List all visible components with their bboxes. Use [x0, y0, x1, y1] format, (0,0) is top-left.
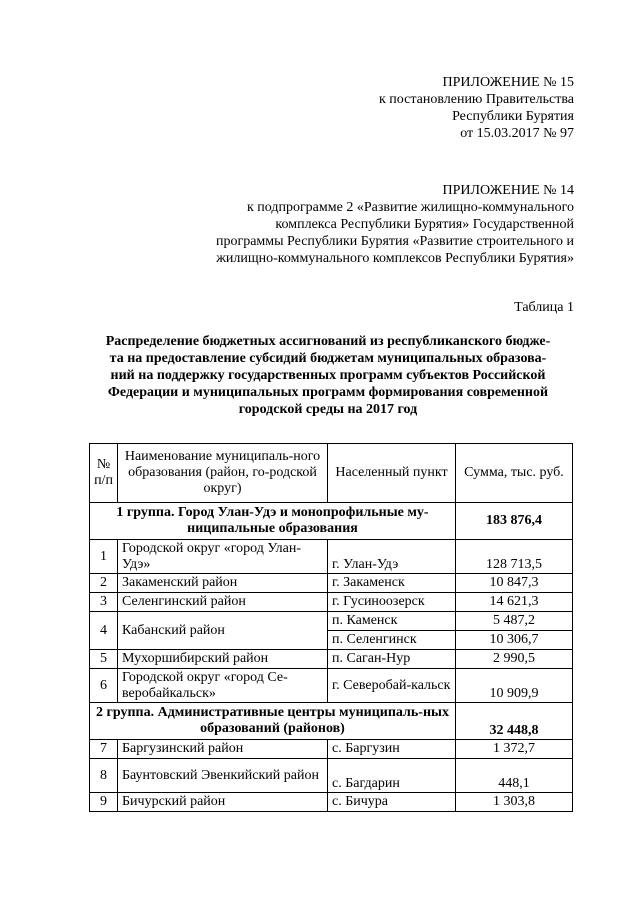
row-num: 7: [90, 740, 118, 759]
appendix-14-title: ПРИЛОЖЕНИЕ № 14: [442, 183, 574, 198]
appendix-15-title: ПРИЛОЖЕНИЕ № 15: [442, 75, 574, 90]
row-num: 9: [90, 793, 118, 812]
subsidies-table: [89, 443, 573, 812]
row-sum: 10 909,9: [456, 669, 573, 703]
header-name: Наименование муниципаль-ного образования (район, го-родской округ): [118, 444, 328, 503]
row-name: Городской округ «город Улан-Удэ»: [118, 540, 328, 574]
row-num: 8: [90, 759, 118, 793]
row-place: п. Каменск: [328, 612, 456, 631]
appendix-15-line: от 15.03.2017 № 97: [460, 126, 574, 141]
row-name: Баунтовский Эвенкийский район: [118, 759, 328, 793]
row-sum: 2 990,5: [456, 650, 573, 669]
table-row: [90, 574, 573, 593]
group-label: 1 группа. Город Улан-Удэ и монопрофильные му-ниципальные образования: [90, 503, 456, 540]
group-sum: 183 876,4: [456, 503, 573, 540]
row-num: 4: [90, 612, 118, 650]
row-place: с. Бичура: [328, 793, 456, 812]
row-name: Городской округ «город Се-веробайкальск»: [118, 669, 328, 703]
document-title-line: та на предоставление субсидий бюджетам муниципальных образова-: [109, 351, 547, 366]
row-sum: 14 621,3: [456, 593, 573, 612]
row-name: Мухоршибирский район: [118, 650, 328, 669]
row-name: Бичурский район: [118, 793, 328, 812]
table-row: [90, 669, 573, 703]
header-num: № п/п: [90, 444, 118, 503]
document-title-line: городской среды на 2017 год: [238, 402, 418, 417]
row-sum: 10 306,7: [456, 631, 573, 650]
group-sum: 32 448,8: [456, 703, 573, 740]
row-place: п. Саган-Нур: [328, 650, 456, 669]
row-num: 3: [90, 593, 118, 612]
appendix-15-line: к постановлению Правительства: [378, 92, 574, 107]
header-settlement: Населенный пункт: [328, 444, 456, 503]
row-num: 5: [90, 650, 118, 669]
table-row: [90, 540, 573, 574]
group-row: [90, 503, 573, 540]
row-sum: 1 303,8: [456, 793, 573, 812]
table-row: [90, 650, 573, 669]
row-name: Селенгинский район: [118, 593, 328, 612]
document-title-line: Федерации и муниципальных программ формирования современной: [107, 385, 549, 400]
header-sum: Сумма, тыс. руб.: [456, 444, 573, 503]
row-name: Баргузинский район: [118, 740, 328, 759]
row-sum: 1 372,7: [456, 740, 573, 759]
row-place: с. Багдарин: [328, 759, 456, 793]
table-row: [90, 593, 573, 612]
document-title-line: ний на поддержку государственных программ субъектов Российской: [110, 368, 546, 383]
group-row: [90, 703, 573, 740]
row-place: г. Улан-Удэ: [328, 540, 456, 574]
appendix-14-header: [216, 182, 574, 267]
row-num: 1: [90, 540, 118, 574]
document-title-line: Распределение бюджетных ассигнований из республиканского бюдже-: [105, 334, 551, 349]
row-place: г. Гусиноозерск: [328, 593, 456, 612]
table-header-row: [90, 444, 573, 503]
group-label: 2 группа. Административные центры муниципаль-ных образований (районов): [90, 703, 456, 740]
row-sum: 10 847,3: [456, 574, 573, 593]
appendix-14-line: программы Республики Бурятия «Развитие строительного и: [215, 234, 574, 249]
appendix-15-header: [379, 74, 574, 142]
table-row: [90, 793, 573, 812]
row-place: г. Закаменск: [328, 574, 456, 593]
appendix-15-line: Республики Бурятия: [452, 109, 574, 124]
document-title: [88, 333, 568, 418]
table-label: Таблица 1: [514, 300, 574, 315]
table-row: [90, 740, 573, 759]
appendix-14-line: комплекса Республики Бурятия» Государственной: [275, 217, 574, 232]
row-num: 6: [90, 669, 118, 703]
row-place: с. Баргузин: [328, 740, 456, 759]
row-place: г. Северобай-кальск: [328, 669, 456, 703]
row-name: Кабанский район: [118, 612, 328, 650]
row-name: Закаменский район: [118, 574, 328, 593]
row-sum: 448,1: [456, 759, 573, 793]
row-place: п. Селенгинск: [328, 631, 456, 650]
row-num: 2: [90, 574, 118, 593]
row-sum: 5 487,2: [456, 612, 573, 631]
table-row: [90, 759, 573, 793]
row-sum: 128 713,5: [456, 540, 573, 574]
table-row: [90, 612, 573, 631]
appendix-14-line: жилищно-коммунального комплексов Республики Бурятия»: [216, 251, 574, 266]
appendix-14-line: к подпрограмме 2 «Развитие жилищно-коммунального: [246, 200, 574, 215]
